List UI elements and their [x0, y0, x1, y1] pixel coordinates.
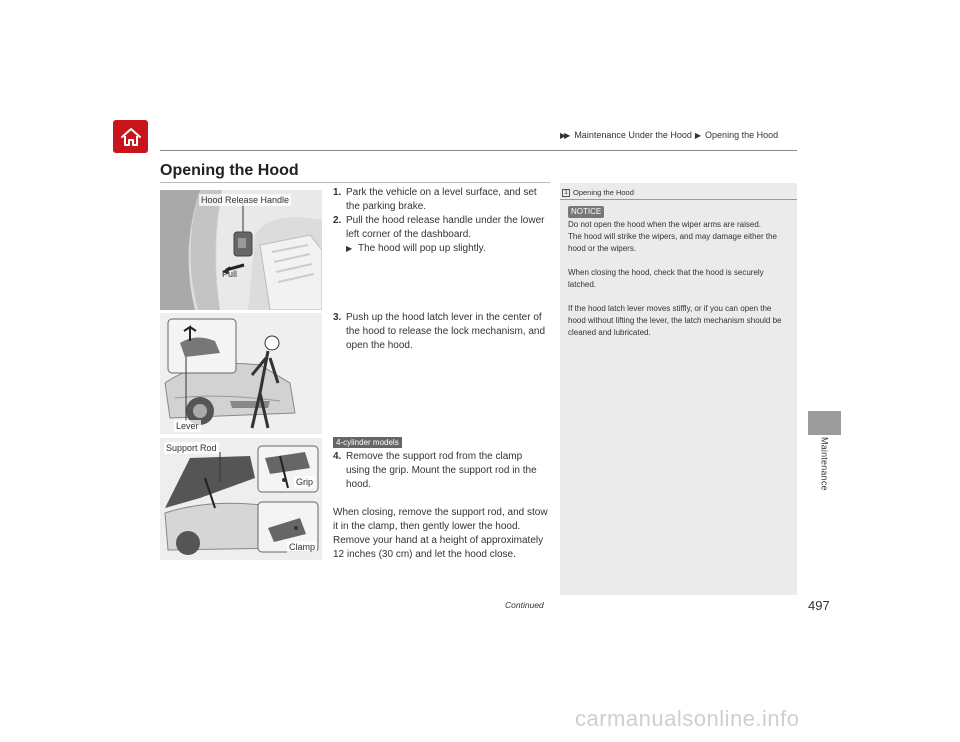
- clamp-label: Clamp: [289, 542, 316, 552]
- step-4: 4. Remove the support rod from the clamp using the grip. Mount the support rod in the hood.: [333, 451, 537, 490]
- model-badge: 4-cylinder models: [333, 437, 402, 448]
- note-title: 1 Opening the Hood: [562, 188, 634, 197]
- watermark: carmanualsonline.info: [575, 706, 800, 731]
- breadcrumb-item[interactable]: Maintenance Under the Hood: [574, 130, 692, 140]
- page-number: 497: [808, 598, 830, 613]
- page-title: Opening the Hood: [160, 162, 299, 179]
- title-divider: [160, 182, 550, 183]
- lever-label: Lever: [176, 421, 199, 431]
- dashboard-illustration: [160, 190, 322, 310]
- home-icon: [120, 127, 142, 147]
- note-paragraph: When closing the hood, check that the hood is securely latched.: [568, 268, 764, 289]
- support-rod-figure: [160, 438, 322, 560]
- note-paragraph: If the hood latch lever moves stiffly, or if you can open the hood without lifting the lever, the latch mechanism should be cleaned and lubricated.: [568, 304, 782, 337]
- step-2: 2. Pull the hood release handle under the lower left corner of the dashboard.: [333, 215, 545, 240]
- section-tab-marker[interactable]: [808, 411, 841, 435]
- hood-latch-lever-figure: [160, 313, 322, 434]
- breadcrumb-arrow-icon: ▶▶: [560, 130, 569, 140]
- step-3: 3. Push up the hood latch lever in the center of the hood to release the lock mechanism, and open the hood.: [333, 312, 546, 351]
- breadcrumb-arrow-icon: ▶: [694, 130, 700, 140]
- header-divider: [160, 150, 797, 151]
- breadcrumb: [560, 130, 778, 140]
- result-arrow-icon: ▶: [346, 244, 353, 253]
- breadcrumb-item[interactable]: Opening the Hood: [705, 130, 779, 140]
- step-1: 1. Park the vehicle on a level surface, and set the parking brake.: [333, 187, 537, 212]
- support-rod-label: Support Rod: [166, 443, 217, 453]
- pull-label: Pull: [222, 269, 238, 279]
- note-divider: [560, 199, 797, 200]
- closing-instructions: When closing, remove the support rod, and stow it in the clamp, then gently lower the hood. Remove your hand at a height of approximately 12 inches (30 cm) and let the hood close.: [333, 507, 548, 560]
- section-tab-label[interactable]: Maintenance: [819, 437, 830, 491]
- step-2-result: ▶ The hood will pop up slightly.: [346, 243, 486, 254]
- reference-icon: 1: [562, 189, 570, 197]
- note-body: [568, 219, 788, 351]
- notice-badge: NOTICE: [568, 206, 604, 218]
- home-button[interactable]: [113, 120, 148, 153]
- grip-label: Grip: [296, 477, 314, 487]
- continued-label: Continued: [505, 600, 544, 610]
- hood-release-handle-label: Hood Release Handle: [201, 195, 290, 205]
- steps-1-2: [333, 186, 553, 256]
- car-front-illustration: [160, 313, 322, 434]
- note-paragraph: Do not open the hood when the wiper arms are raised. The hood will strike the wipers, and may damage either the hood or the wipers.: [568, 220, 777, 253]
- hood-release-handle-figure: [160, 190, 322, 310]
